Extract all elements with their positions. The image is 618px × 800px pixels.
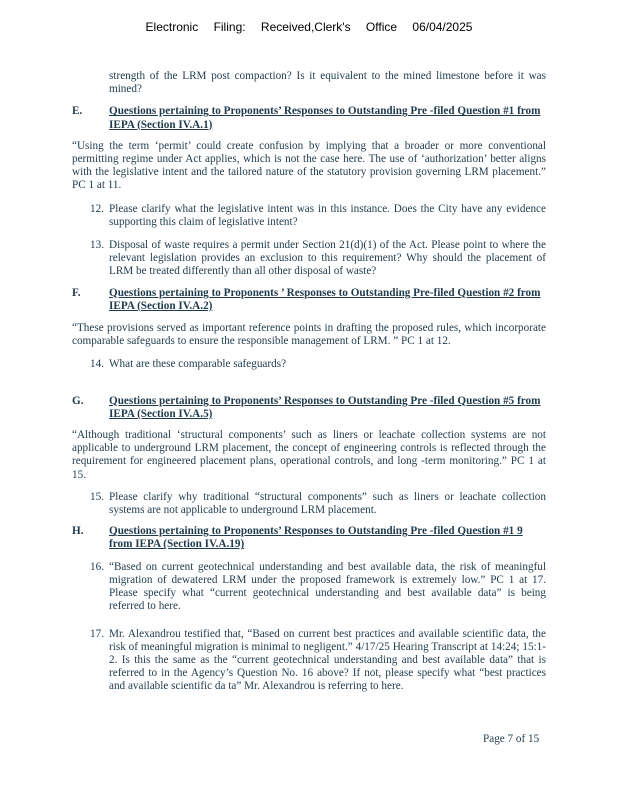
section-letter: F. [72,286,81,299]
question-number: 17. [90,627,104,640]
header-part: Electronic [145,20,199,34]
section-title: Questions pertaining to Proponents ’ Responses to Outstanding Pre-filed Question #2 from IEPA (Section IV.A.2) [109,286,541,312]
question-number: 13. [90,239,104,252]
question-15 [72,491,546,517]
question-12 [72,203,546,229]
question-number: 12. [90,202,104,215]
document-body [72,70,546,694]
section-f-heading [72,287,546,313]
question-text: Disposal of waste requires a permit under Section 21(d)(1) of the Act. Please point to where the relevant legislation provides an exclusion to this requirement? Why should the placement of LRM be treated differently than all other disposal of waste? [109,239,546,278]
section-title: Questions pertaining to Proponents’ Responses to Outstanding Pre -filed Question #1 9 from IEPA (Section IV.A.19) [109,525,523,551]
question-text: Mr. Alexandrou testified that, “Based on current best practices and available scientific data, the risk of meaningful migration is minimal to negligent.” 4/17/25 Hearing Transcript at 14:24; 15:1-2. Is this the same as the “current geotechnical understanding and best available data” that is referred to in the Agency’s Question No. 16 above? If not, please specify what “best practices and available scientific da ta” Mr. Alexandrou is referring to here. [109,627,546,693]
electronic-filing-header [0,20,618,34]
question-text: “Based on current geotechnical understanding and best available data, the risk of meaningful migration of dewatered LRM under the proposed framework is extremely low.” PC 1 at 17. Please specify what “current geotechnical understanding and best available data” is being referred to here. [109,560,546,613]
question-number: 16. [90,560,104,573]
section-title: Questions pertaining to Proponents’ Responses to Outstanding Pre -filed Question #1 from IEPA (Section IV.A.1) [109,105,541,131]
section-g-heading [72,395,546,421]
question-16 [72,561,546,614]
question-14 [72,358,546,371]
intro-continuation: strength of the LRM post compaction? Is it equivalent to the mined limestone before it was mined? [109,70,546,96]
section-h-heading [72,525,546,551]
header-part: 06/04/2025 [412,20,473,34]
section-letter: G. [72,394,84,407]
question-text: What are these comparable safeguards? [109,358,287,371]
section-g-quote: “Although traditional ‘structural components’ such as liners or leachate collection systems are not applicable to underground LRM placement, the concept of engineering controls is reflected through the requirement for engineered placement plans, operational controls, and long -term monitoring.” PC 1 at 15. [72,429,546,481]
question-17 [72,628,546,694]
question-text: Please clarify what the legislative intent was in this instance. Does the City have any evidence supporting this claim of legislative intent? [109,202,546,228]
section-letter: E. [72,105,83,118]
section-e-heading [72,105,546,131]
question-number: 15. [90,490,104,503]
question-text: Please clarify why traditional “structural components” such as liners or leachate collection systems are not applicable to underground LRM placement. [109,490,546,517]
header-part: Received,Clerk's [260,20,351,34]
page-number: Page 7 of 15 [483,733,540,745]
header-part: Office [365,20,398,34]
header-part: Filing: [213,20,246,34]
section-letter: H. [72,525,84,538]
section-e-quote: “Using the term ‘permit’ could create confusion by implying that a broader or more conventional permitting regime under Act applies, which is not the case here. The use of ‘authorization’ better aligns with the legislative intent and the tailored nature of the statutory provision governing LRM placement.” PC 1 at 11. [72,139,546,192]
section-title: Questions pertaining to Proponents’ Responses to Outstanding Pre -filed Question #5 from IEPA (Section IV.A.5) [109,394,541,420]
question-13 [72,239,546,279]
question-number: 14. [90,358,104,371]
section-f-quote: “These provisions served as important reference points in drafting the proposed rules, which incorporate comparable safeguards to ensure the responsible management of LRM. ” PC 1 at 12. [72,322,546,348]
